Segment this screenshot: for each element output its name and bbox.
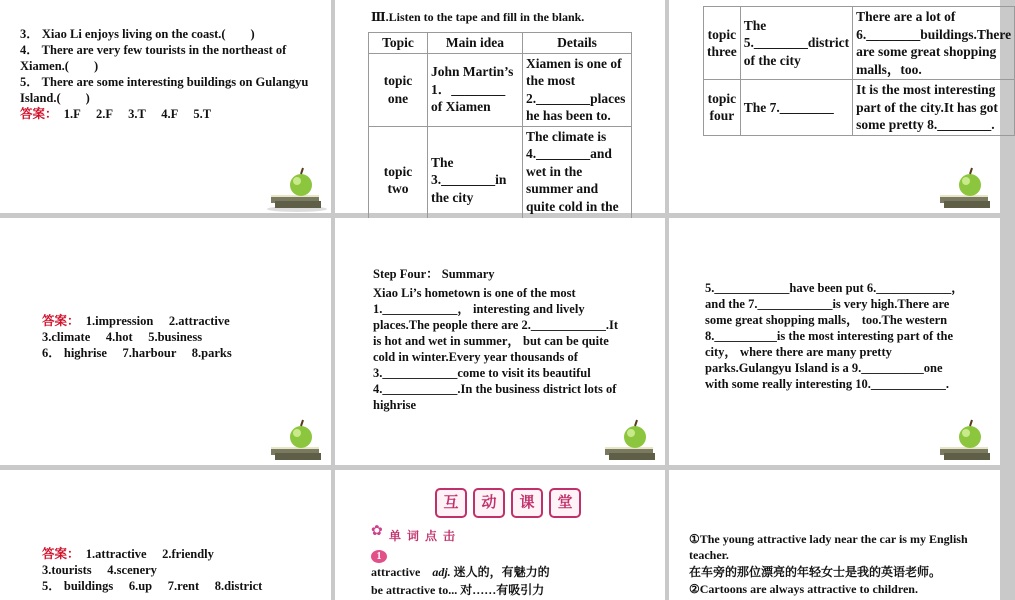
main-idea-cell: The 3.________in the city [428, 126, 523, 234]
answer-label: 答案： [42, 547, 74, 561]
summary-text: Xiao Li’s hometown is one of the most 1.____________， interesting and lively places.The people there are 2.____________.It is hot and wet in summer， but can be quite cold in winter.Every year thousands of 3.____________come to visit its beautiful 4.____________.In the business district lots of highrise [373, 286, 619, 412]
answer-values: 1.impression 2.attractive [85, 314, 230, 328]
header-topic: Topic [369, 33, 428, 54]
books-apple-decoration-icon [591, 417, 661, 465]
header-main-idea: Main idea [428, 33, 523, 54]
section-title: Ⅲ.Listen to the tape and fill in the blank. [371, 10, 585, 24]
slide-4 [0, 218, 331, 465]
details-cell: It is the most interesting part of the city.It has got some pretty 8.________. [853, 80, 1015, 136]
question-4: 4． There are very few tourists in the northeast of Xiamen.( ) [20, 43, 287, 73]
table-row [704, 80, 1015, 136]
table-header-row [369, 33, 632, 54]
answer-line [20, 106, 315, 122]
vocab-phrase: be attractive to... 对……有吸引力 [371, 583, 545, 597]
slide-2 [335, 0, 665, 213]
topic-cell: topic three [704, 7, 741, 80]
header-details: Details [523, 33, 632, 54]
slide-8 [335, 470, 665, 600]
table-row [369, 53, 632, 126]
slide-7 [0, 470, 331, 600]
example-1-chinese: 在车旁的那位漂亮的年轻女士是我的英语老师。 [689, 565, 942, 579]
answer-block [42, 546, 322, 594]
summary-continued-text: 5.____________have been put 6.____________，and the 7.____________is very high.There are some great shopping malls， too.The western 8.__________is the most interesting part of the city， where there are many pretty parks.Gulangyu Island is a 9.__________one with some really interesting 10.____________. [705, 281, 964, 391]
summary-block [373, 266, 628, 413]
vocab-definition-line [371, 564, 631, 580]
word-click-subtitle: 单词点击 [389, 529, 462, 543]
banner-char: 堂 [549, 488, 581, 518]
question-3: 3． Xiao Li enjoys living on the coast.( ) [20, 27, 255, 41]
slide-3 [669, 0, 1012, 213]
topic-cell: topic one [369, 53, 428, 126]
answer-line-3: 6． highrise 7.harbour 8.parks [42, 346, 232, 360]
answer-label: 答案： [42, 314, 74, 328]
slide-6 [669, 218, 1000, 465]
vocab-entry [371, 564, 631, 598]
details-cell: Xiamen is one of the most 2.________places he has been to. [523, 53, 632, 126]
question-5: 5． There are some interesting buildings on Gulangyu Island.( ) [20, 75, 309, 105]
answer-line-2: 3.climate 4.hot 5.business [42, 330, 203, 344]
answer-line-1 [42, 546, 322, 562]
main-idea-cell: The 7.________ [740, 80, 852, 136]
answer-values: 1.F 2.F 3.T 4.F 5.T [63, 107, 212, 121]
example-1-english: ①The young attractive lady near the car is my English teacher. [689, 532, 968, 562]
vocab-word: attractive [371, 565, 421, 579]
topic-cell: topic two [369, 126, 428, 234]
answer-line-2: 3.tourists 4.scenery [42, 563, 157, 577]
flower-icon: ✿ [371, 524, 383, 539]
step-heading: Step Four： Summary [373, 267, 495, 281]
item-number-badge: 1 [371, 550, 387, 563]
answer-label: 答案： [20, 107, 52, 121]
banner-char: 课 [511, 488, 543, 518]
banner-char: 互 [435, 488, 467, 518]
vocab-meaning: 迷人的，有魅力的 [453, 565, 550, 579]
table-row [704, 7, 1015, 80]
listening-table [368, 32, 632, 235]
slide-1 [0, 0, 331, 213]
books-apple-decoration-icon [926, 417, 996, 465]
answer-block [42, 313, 312, 361]
examples-block [689, 531, 984, 597]
part-of-speech: adj. [432, 565, 451, 579]
main-idea-cell: John Martin’s 1．________ of Xiamen [428, 53, 523, 126]
books-apple-decoration-icon [926, 165, 996, 213]
books-apple-decoration-icon [257, 417, 327, 465]
topic-cell: topic four [704, 80, 741, 136]
details-cell: There are a lot of 6.________buildings.There are some great shopping malls，too. [853, 7, 1015, 80]
question-list [20, 26, 315, 122]
answer-line-1 [42, 313, 312, 329]
listening-table-continued [703, 6, 1015, 136]
slide-9 [669, 470, 1000, 600]
answer-values: 1.attractive 2.friendly [85, 547, 214, 561]
answer-line-3: 5． buildings 6.up 7.rent 8.district [42, 579, 263, 593]
slide-5 [335, 218, 665, 465]
main-idea-cell: The 5.________district of the city [740, 7, 852, 80]
details-cell: The climate is 4.________and wet in the summer and quite cold in the [523, 126, 632, 234]
interactive-class-banner [435, 488, 581, 518]
example-2-english: ②Cartoons are always attractive to children. [689, 582, 918, 596]
books-apple-decoration-icon [257, 165, 327, 213]
banner-char: 动 [473, 488, 505, 518]
